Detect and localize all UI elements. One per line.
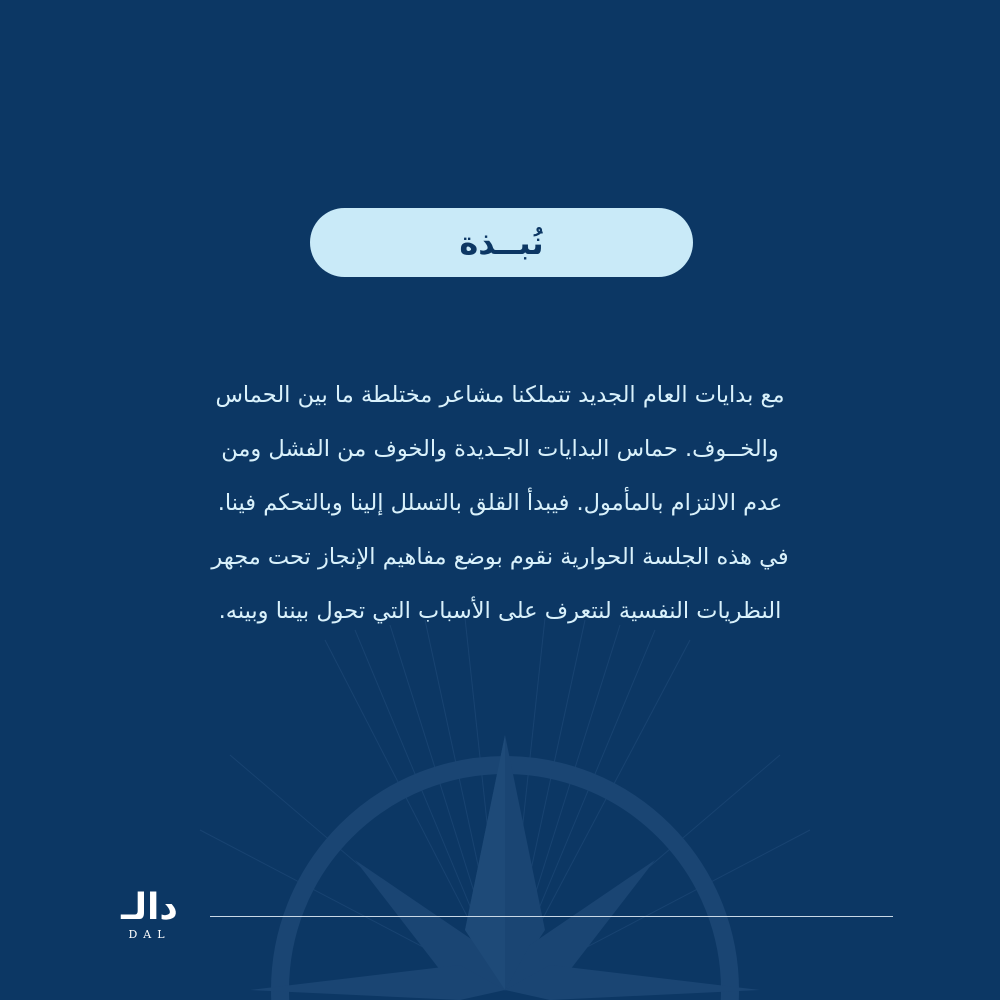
title-pill xyxy=(310,208,693,277)
dal-logo xyxy=(112,888,187,948)
section-title: نُبــذة xyxy=(459,223,544,262)
description-paragraph xyxy=(150,368,850,638)
footer-divider xyxy=(210,916,893,917)
description-line: في هذه الجلسة الحوارية نقوم بوضع مفاهيم الإنجاز تحت مجهر xyxy=(211,544,789,570)
description-line: مع بدايات العام الجديد تتملكنا مشاعر مختلطة ما بين الحماس xyxy=(215,382,785,408)
description-line: والخــوف. حماس البدايات الجـديدة والخوف من الفشل ومن xyxy=(221,436,779,462)
logo-arabic-wordmark: دالـ xyxy=(121,887,178,928)
description-line: عدم الالتزام بالمأمول. فيبدأ القلق بالتسلل إلينا وبالتحكم فينا. xyxy=(217,490,783,516)
description-line: النظريات النفسية لنتعرف على الأسباب التي تحول بيننا وبينه. xyxy=(218,598,782,624)
logo-latin-wordmark: DAL xyxy=(128,928,171,941)
